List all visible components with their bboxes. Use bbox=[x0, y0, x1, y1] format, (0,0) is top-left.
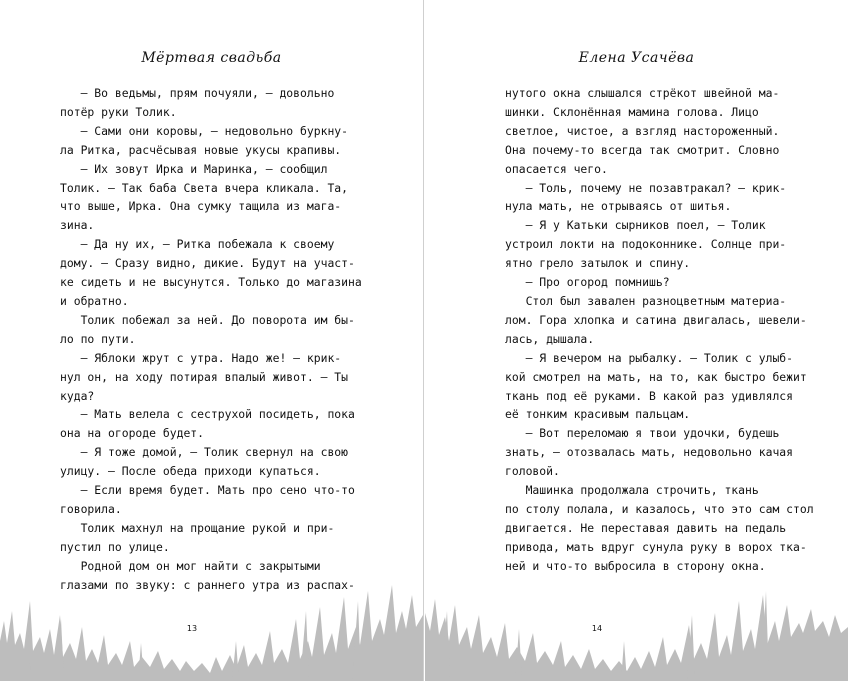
text-line: потёр руки Толик. bbox=[60, 104, 177, 119]
running-head-book-title: Мёртвая свадьба bbox=[141, 50, 282, 66]
text-line: зина. bbox=[60, 218, 95, 233]
text-line: лась, дышала. bbox=[505, 331, 595, 346]
text-line: Она почему-то всегда так смотрит. Словно bbox=[505, 142, 780, 157]
text-line: её тонким красивым пальцам. bbox=[505, 407, 691, 422]
text-line: Родной дом он мог найти с закрытыми bbox=[60, 558, 321, 573]
text-line: головой. bbox=[505, 464, 560, 479]
grass-decoration-left bbox=[0, 571, 423, 681]
text-line: устроил локти на подоконнике. Солнце при- bbox=[505, 237, 787, 252]
text-line: ке сидеть и не высунутся. Только до магазина bbox=[60, 275, 362, 290]
left-page bbox=[0, 0, 423, 681]
text-line: Толик побежал за ней. До поворота им бы- bbox=[60, 312, 355, 327]
text-line: ло по пути. bbox=[60, 331, 136, 346]
grass-decoration-right bbox=[425, 571, 848, 681]
text-line: что выше, Ирка. Она сумку тащила из мага- bbox=[60, 199, 342, 214]
text-line: улицу. — После обеда приходи купаться. bbox=[60, 464, 321, 479]
right-page bbox=[425, 0, 848, 681]
text-line: куда? bbox=[60, 388, 95, 403]
text-line: Машинка продолжала строчить, ткань bbox=[505, 483, 759, 498]
text-line: ткань под её руками. В какой раз удивлялся bbox=[505, 388, 794, 403]
text-line: она на огороде будет. bbox=[60, 426, 205, 441]
text-line: привода, мать вдруг сунула руку в ворох тка- bbox=[505, 539, 807, 554]
text-line: дому. — Сразу видно, дикие. Будут на участ- bbox=[60, 256, 355, 271]
text-line: нул он, на ходу потирая впалый живот. — Ты bbox=[60, 369, 349, 384]
text-line: — Я тоже домой, — Толик свернул на свою bbox=[60, 445, 349, 460]
text-line: двигается. Не переставая давить на педаль bbox=[505, 520, 787, 535]
running-head-author: Елена Усачёва bbox=[578, 50, 695, 66]
text-line: — Во ведьмы, прям почуяли, — довольно bbox=[60, 86, 335, 100]
text-line: — Сами они коровы, — недовольно буркну- bbox=[60, 123, 349, 138]
text-line: — Я вечером на рыбалку. — Толик с улыб- bbox=[505, 350, 794, 365]
book-gutter bbox=[423, 0, 424, 681]
page-number: 14 bbox=[591, 624, 603, 633]
text-line: — Я у Катьки сырников поел, — Толик bbox=[505, 218, 766, 233]
text-line: нутого окна слышался стрёкот швейной ма- bbox=[505, 86, 780, 100]
text-line: ла Ритка, расчёсывая новые укусы крапивы. bbox=[60, 142, 342, 157]
text-line: пустил по улице. bbox=[60, 539, 170, 554]
text-line: шинки. Склонённая мамина голова. Лицо bbox=[505, 104, 759, 119]
text-line: говорила. bbox=[60, 501, 122, 516]
text-line: знать, — отозвалась мать, недовольно качая bbox=[505, 445, 794, 460]
text-line: — Толь, почему не позавтракал? — крик- bbox=[505, 180, 787, 195]
text-line: — Яблоки жрут с утра. Надо же! — крик- bbox=[60, 350, 342, 365]
text-line: — Да ну их, — Ритка побежала к своему bbox=[60, 237, 335, 252]
text-line: — Если время будет. Мать про сено что-то bbox=[60, 483, 355, 498]
text-line: светлое, чистое, а взгляд настороженный. bbox=[505, 123, 780, 138]
text-line: лом. Гора хлопка и сатина двигалась, шевели- bbox=[505, 312, 807, 327]
page-number: 13 bbox=[186, 624, 198, 633]
text-line: — Про огород помнишь? bbox=[505, 275, 670, 290]
text-line: Толик. — Так баба Света вчера кликала. Та, bbox=[60, 180, 349, 195]
text-line: кой смотрел на мать, на то, как быстро бежит bbox=[505, 369, 807, 384]
text-line: по столу полала, и казалось, что это сам стол bbox=[505, 501, 814, 516]
text-line: Толик махнул на прощание рукой и при- bbox=[60, 520, 335, 535]
right-page-text bbox=[505, 84, 814, 576]
text-line: Стол был завален разноцветным материа- bbox=[505, 293, 787, 308]
text-line: глазами по звуку: с раннего утра из распах- bbox=[60, 577, 355, 592]
text-line: ней и что-то выбросила в сторону окна. bbox=[505, 558, 766, 573]
left-page-text bbox=[60, 84, 362, 594]
text-line: опасается чего. bbox=[505, 161, 608, 176]
text-line: и обратно. bbox=[60, 293, 129, 308]
text-line: — Вот переломаю я твои удочки, будешь bbox=[505, 426, 780, 441]
text-line: — Их зовут Ирка и Маринка, — сообщил bbox=[60, 161, 328, 176]
text-line: — Мать велела с сеструхой посидеть, пока bbox=[60, 407, 355, 422]
text-line: нула мать, не отрываясь от шитья. bbox=[505, 199, 732, 214]
text-line: ятно грело затылок и спину. bbox=[505, 256, 691, 271]
